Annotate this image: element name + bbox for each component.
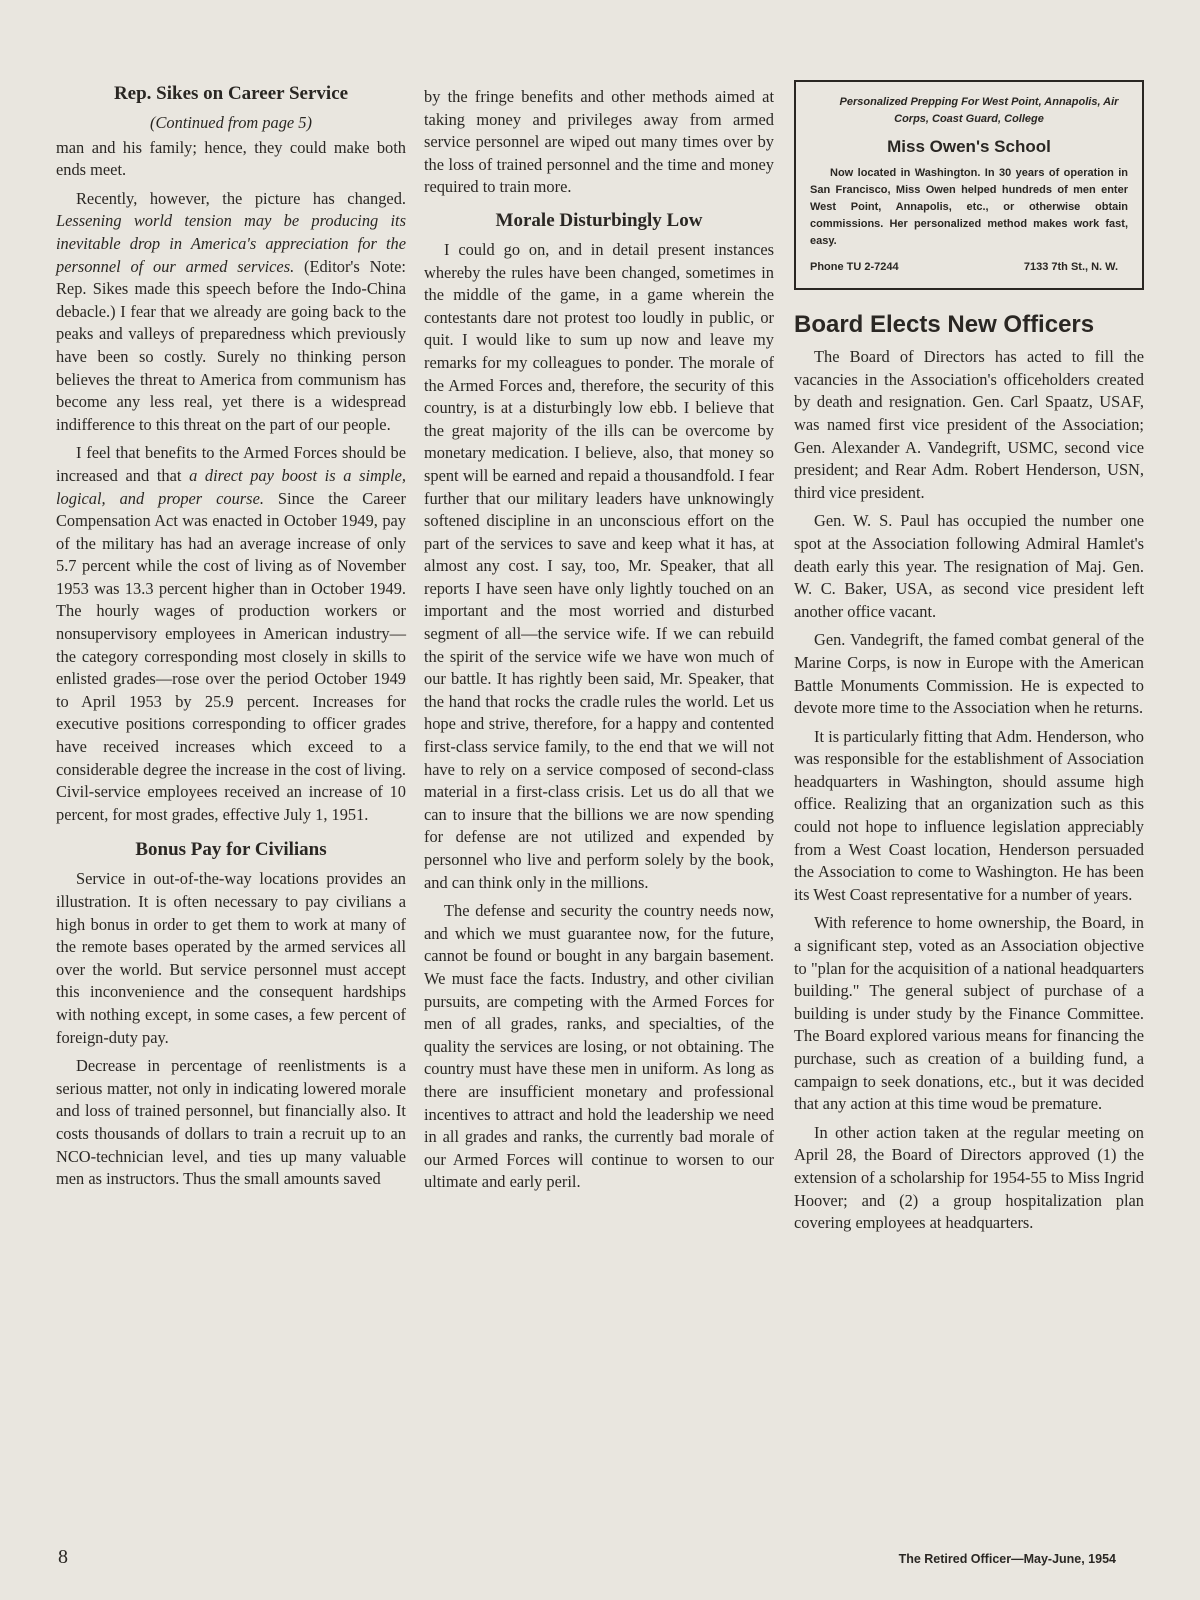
paragraph: man and his family; hence, they could make both ends meet. <box>56 137 406 180</box>
column-left <box>56 80 406 1197</box>
paragraph: The defense and security the country needs now, and which we must guarantee now, for the future, cannot be found or bought in any bargain basement. We must face the facts. Industry, and other civilian pursuits, are competing with the Armed Forces for men of all grades, ranks, and specialties, of the quality the services are losing, or not obtaining. The country must have these men in uniform. As long as there are insufficient monetary and professional incentives to attract and hold the leadership we need in all grades and ranks, the currently bad morale of our Armed Forces will continue to worsen to our ultimate and early peril. <box>424 901 774 1192</box>
article-title: Board Elects New Officers <box>794 311 1095 339</box>
page-number: 8 <box>58 1546 68 1568</box>
paragraph: In other action taken at the regular meeting on April 28, the Board of Directors approved (1) the extension of a scholarship for 1954-55 to Miss Ingrid Hoover; and (2) a group hospitalization plan covering employees at headquarters. <box>794 1122 1144 1233</box>
ad-address: 7133 7th St., N. W. <box>1023 260 1118 273</box>
column-right <box>794 80 1144 1241</box>
ad-headline: Personalized Prepping For West Point, Annapolis, Air Corps, Coast Guard, College <box>839 96 1119 125</box>
subheading: Morale Disturbingly Low <box>495 209 703 231</box>
ad-body: Now located in Washington. In 30 years of operation in San Francisco, Miss Owen helped hundreds of men enter West Point, Annapolis, etc., or otherwise obtain commissions. Her personalized method makes work fast, easy. <box>810 166 1128 247</box>
paragraph: It is particularly fitting that Adm. Henderson, who was responsible for the establishment of Association headquarters in Washington, should assume high office. Realizing that an organization such as this could not hope to influence legislation appreciably from a West Coast location, Henderson persuaded the Association to come to Washington. He has been its West Coast representative for a number of years. <box>794 726 1144 904</box>
column-middle <box>424 86 774 1200</box>
paragraph: I feel that benefits to the Armed Forces should be increased and that a direct pay boost is a simple, logical, and proper course. Since the Career Compensation Act was enacted in October 1949, pay of the military has had an average increase of only 5.7 percent while the cost of living as of November 1953 was 13.3 percent higher than in October 1949. The hourly wages of production workers or nonsupervisory employees in American industry—the category corresponding most closely in skills to enlisted grades—rose over the period October 1949 to April 1953 by 25.9 percent. Increases for executive positions corresponding to officer grades have received increases which exceed to a considerable degree the increase in the cost of living. Civil-service employees received an increase of 10 percent, for most grades, effective July 1, 1951. <box>56 443 406 824</box>
paragraph: I could go on, and in detail present instances whereby the rules have been changed, sometimes in the middle of the game, in a game wherein the contestants dare not protest too loudly in public, or quit. I would like to sum up now and leave my remarks for my colleagues to ponder. The morale of the Armed Forces and, therefore, the security of this country, is at a disturbingly low ebb. I believe that the great majority of the ills can be overcome by monetary medication. I believe, also, that money so spent will be earned and repaid a thousandfold. I fear further that our military leaders have unknowingly softened discipline in an unconscious effort on the part of the services to save and keep what it has, at almost any cost. I say, too, Mr. Speaker, that all reports I have seen have only lightly touched on an important and the most worried and disturbed segment of all—the service wife. If we can rebuild the spirit of the service wife we have won much of our battle. It has rightly been said, Mr. Speaker, that the hand that rocks the cradle rules the world. Let us hope and strive, therefore, for a happy and contented first-class service family, to the end that we will not have to rely on a service composed of second-class material in a first-class crisis. Let us do all that we can to insure that the billions we are now spending for defense are not utilized and expended by personnel who live and perform solely by the book, and can think only in the millions. <box>424 239 774 892</box>
ad-phone: Phone TU 2-7244 <box>810 260 899 273</box>
ad-school-name: Miss Owen's School <box>887 137 1051 156</box>
paragraph: Service in out-of-the-way locations provides an illustration. It is often necessary to pay civilians a high bonus in order to get them to work at many of the remote bases operated by the armed services all over the world. But service personnel must accept this inconvenience and the consequent hardships with nothing except, in some cases, a few percent of foreign-duty pay. <box>56 869 406 1047</box>
paragraph: Decrease in percentage of reenlistments is a serious matter, not only in indicating lowered morale and loss of trained personnel, but financially also. It costs thousands of dollars to train a recruit up to an NCO-technician level, and ties up many valuable men as instructors. Thus the small amounts saved <box>56 1056 406 1189</box>
paragraph: The Board of Directors has acted to fill the vacancies in the Association's officeholders created by death and resignation. Gen. Carl Spaatz, USAF, was named first vice president of the Association; Gen. Alexander A. Vandegrift, USMC, second vice president; and Rear Adm. Robert Henderson, USN, third vice president. <box>794 347 1144 502</box>
ad-contact <box>810 256 1128 279</box>
continued-note: (Continued from page 5) <box>150 113 312 132</box>
paragraph: Gen. W. S. Paul has occupied the number one spot at the Association following Admiral Hamlet's death early this year. The resignation of Maj. Gen. W. C. Baker, USA, as second vice president left another office vacant. <box>794 511 1144 621</box>
paragraph: Gen. Vandegrift, the famed combat general of the Marine Corps, is now in Europe with the American Battle Monuments Commission. He is expected to devote more time to the Association when he returns. <box>794 630 1144 718</box>
article-title: Rep. Sikes on Career Service <box>113 83 349 104</box>
paragraph: With reference to home ownership, the Board, in a significant step, voted as an Association objective to "plan for the acquisition of a national headquarters building." The general subject of purchase of a building is under study by the Finance Committee. The Board explored various means for financing the purchase, such as creation of a building fund, a campaign to seek donations, etc., but it was decided that any action at this time woud be premature. <box>794 913 1144 1114</box>
paragraph: by the fringe benefits and other methods aimed at taking money and privileges away from armed service personnel are wiped out many times over by the loss of trained personnel and the time and money required to train more. <box>424 87 774 197</box>
publication-footer: The Retired Officer—May-June, 1954 <box>898 1552 1116 1566</box>
paragraph: Recently, however, the picture has changed. Lessening world tension may be producing its inevitable drop in America's appreciation for the personnel of our armed services. (Editor's Note: Rep. Sikes made this speech before the Indo-China debacle.) I fear that we already are going back to the peaks and valleys of preparedness which previously have been so costly. Surely no thinking person believes the threat to America from communism has become any less real, yet there is a widespread indifference to this threat on the part of our people. <box>56 188 406 434</box>
advertisement-box <box>794 80 1144 290</box>
subheading: Bonus Pay for Civilians <box>135 839 327 861</box>
